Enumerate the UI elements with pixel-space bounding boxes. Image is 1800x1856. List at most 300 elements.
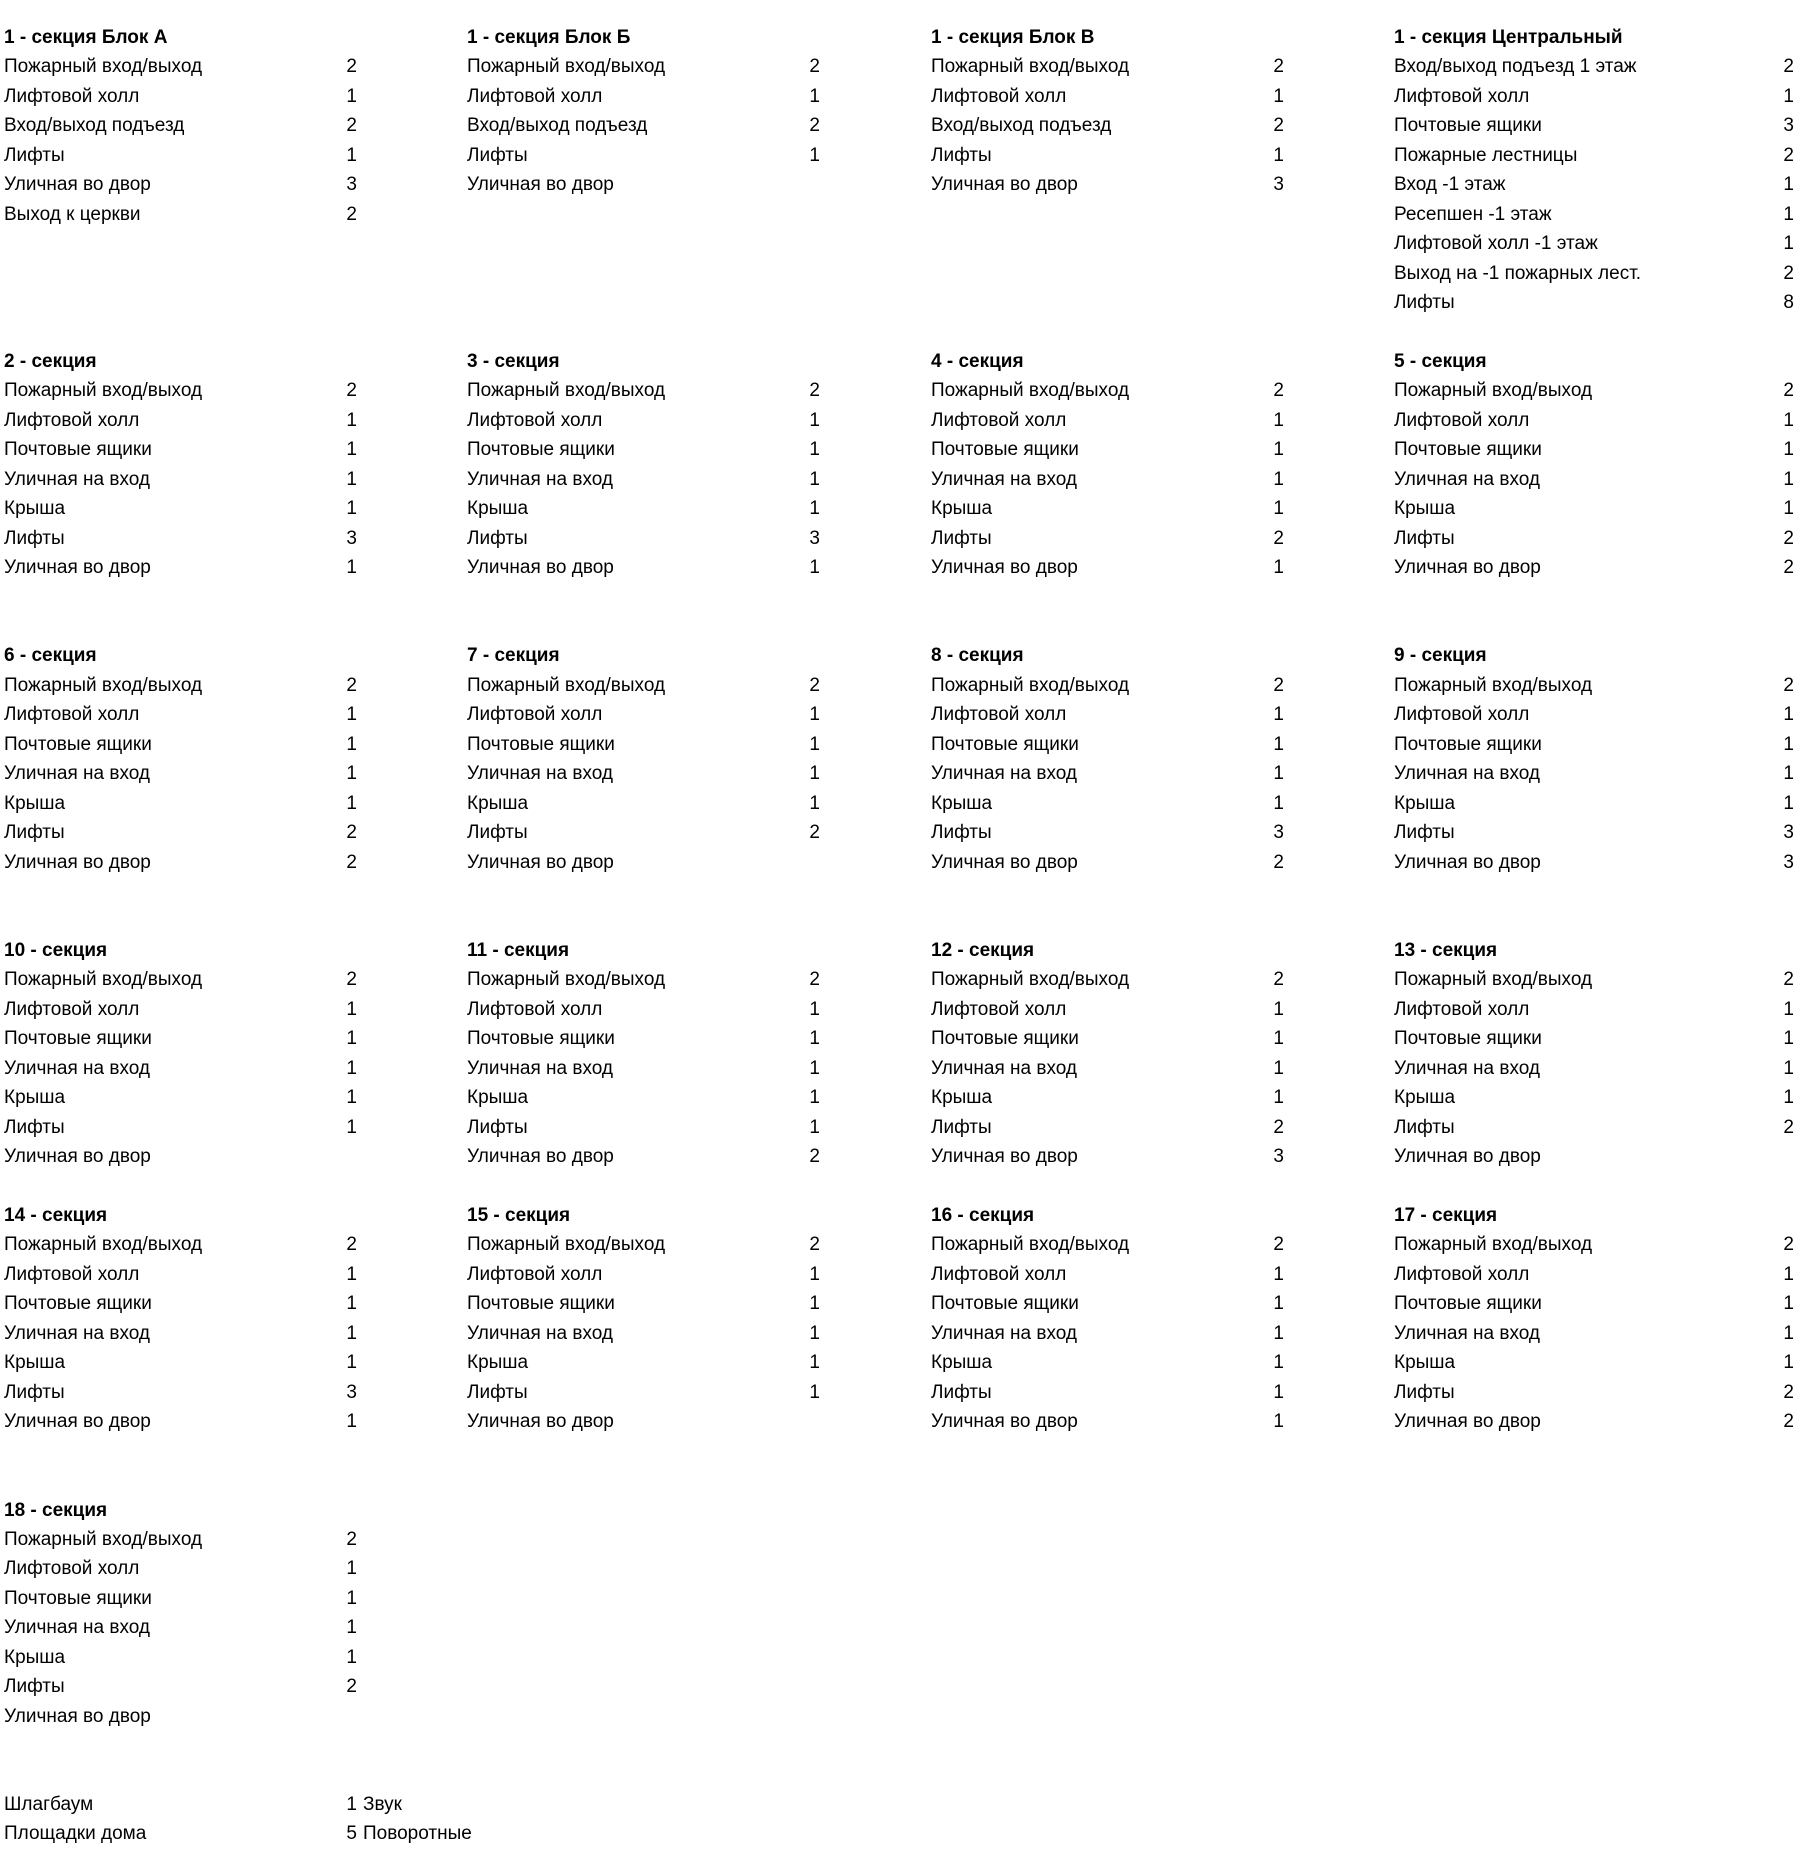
item-value: 2 [346,1234,357,1256]
item-label: Почтовые ящики [4,733,152,755]
item-label: Выход к церкви [4,203,141,225]
section-title: 15 - секция [467,1205,571,1226]
item-label: Лифтовой холл [4,1558,140,1580]
item-value: 2 [346,1676,357,1698]
item-value: 1 [1273,1352,1284,1374]
item-value: 2 [1783,56,1794,78]
item-value: 3 [346,174,357,196]
item-value: 2 [1273,380,1284,402]
item-label: Уличная во двор [931,174,1078,196]
item-label: Пожарный вход/выход [4,1528,203,1550]
item-value: 2 [1783,1116,1794,1138]
item-value: 3 [1273,1146,1284,1168]
item-label: Пожарный вход/выход [467,56,666,78]
item-value: 1 [346,1352,357,1374]
item-value: 1 [1273,733,1284,755]
section-title: 1 - секция Центральный [1394,27,1623,48]
item-label: Пожарный вход/выход [467,674,666,696]
item-value: 2 [346,822,357,844]
item-value: 1 [809,439,820,461]
item-value: 1 [1273,1322,1284,1344]
item-value: 2 [809,56,820,78]
item-value: 2 [809,115,820,137]
item-label: Уличная во двор [1394,557,1541,579]
item-value: 1 [809,704,820,726]
item-value: 2 [1783,144,1794,166]
item-label: Пожарные лестницы [1394,144,1578,166]
item-value: 1 [1783,174,1794,196]
item-value: 1 [346,1587,357,1609]
item-label: Уличная на вход [931,1057,1077,1079]
item-value: 1 [1783,1057,1794,1079]
item-value: 2 [809,1234,820,1256]
item-label: Лифты [4,527,65,549]
item-label: Пожарный вход/выход [931,380,1130,402]
item-value: 1 [346,439,357,461]
item-value: 3 [1783,822,1794,844]
item-label: Вход/выход подъезд [931,115,1112,137]
section-title: 9 - секция [1394,645,1487,667]
item-value: 2 [1783,380,1794,402]
item-value: 1 [346,704,357,726]
item-value: 1 [1783,1263,1794,1285]
item-value: 1 [1273,763,1284,785]
item-label: Уличная во двор [4,851,151,873]
item-label: Лифты [467,144,528,166]
item-value: 1 [346,557,357,579]
item-value: 1 [1783,1352,1794,1374]
item-label: Лифтовой холл [1394,998,1530,1020]
item-value: 1 [809,763,820,785]
item-value: 2 [1783,674,1794,696]
item-value: 1 [346,85,357,107]
item-label: Лифтовой холл [1394,1263,1530,1285]
item-value: 1 [1783,1322,1794,1344]
item-value: 1 [1273,498,1284,520]
item-label: Пожарный вход/выход [1394,674,1593,696]
item-label: Пожарный вход/выход [4,380,203,402]
item-value: 1 [346,1558,357,1580]
item-value: 2 [1783,557,1794,579]
item-value: 1 [1273,1411,1284,1433]
item-value: 1 [346,1057,357,1079]
section-title: 10 - секция [4,939,108,961]
item-label: Крыша [931,1352,993,1374]
item-label: Уличная во двор [1394,1146,1541,1168]
item-value: 1 [346,1617,357,1639]
item-label: Уличная на вход [467,468,613,490]
item-value: 1 [809,1116,820,1138]
item-label: Лифтовой холл [1394,704,1530,726]
item-label: Крыша [4,1646,66,1668]
item-label: Пожарный вход/выход [1394,380,1593,402]
item-label: Лифты [1394,822,1455,844]
item-value: 1 [346,1263,357,1285]
item-label: Лифтовой холл [1394,409,1530,431]
item-value: 1 [346,1322,357,1344]
item-label: Пожарный вход/выход [4,674,203,696]
item-label: Лифты [931,1381,992,1403]
item-value: 1 [809,1057,820,1079]
item-label: Лифты [467,1381,528,1403]
section-title: 5 - секция [1394,350,1487,372]
item-value [337,1142,357,1171]
item-value [337,1702,357,1731]
item-label: Крыша [4,1352,66,1374]
item-value: 1 [1273,1087,1284,1109]
item-label: Почтовые ящики [931,439,1079,461]
item-label: Почтовые ящики [467,1028,615,1050]
item-label: Лифты [931,1116,992,1138]
item-label: Почтовые ящики [931,733,1079,755]
item-value: 1 [809,792,820,814]
extra-label: Шлагбаум [4,1794,94,1815]
item-label: Лифтовой холл [4,1263,140,1285]
item-label: Уличная во двор [4,1146,151,1168]
extra-note: Звук [363,1794,402,1815]
item-value: 1 [346,733,357,755]
item-value: 1 [346,1116,357,1138]
item-label: Пожарный вход/выход [931,674,1130,696]
item-label: Ресепшен -1 этаж [1394,203,1552,225]
item-label: Лифтовой холл [4,704,140,726]
item-label: Уличная во двор [4,1411,151,1433]
item-label: Уличная на вход [467,1057,613,1079]
item-value: 2 [809,674,820,696]
item-value: 2 [1273,56,1284,78]
item-value: 1 [1273,792,1284,814]
item-label: Пожарный вход/выход [1394,969,1593,991]
item-label: Крыша [4,498,66,520]
item-label: Уличная на вход [4,1322,150,1344]
item-label: Уличная на вход [467,763,613,785]
item-value: 2 [1273,527,1284,549]
section-title: 7 - секция [467,645,560,667]
item-label: Лифты [931,144,992,166]
item-value: 1 [1783,85,1794,107]
item-label: Лифтовой холл [467,85,603,107]
item-value: 1 [1783,704,1794,726]
item-value: 2 [346,1528,357,1550]
item-label: Лифты [931,527,992,549]
item-value: 1 [346,1293,357,1315]
item-value: 1 [346,498,357,520]
item-label: Лифты [1394,527,1455,549]
item-value: 2 [346,851,357,873]
item-label: Уличная на вход [1394,1322,1540,1344]
item-label: Почтовые ящики [1394,1028,1542,1050]
item-label: Лифты [1394,1116,1455,1138]
item-label: Почтовые ящики [467,733,615,755]
item-value: 2 [346,115,357,137]
item-value: 3 [346,527,357,549]
item-value: 1 [1273,1028,1284,1050]
item-value: 1 [346,1087,357,1109]
item-label: Крыша [931,498,993,520]
item-label: Уличная во двор [467,557,614,579]
item-label: Уличная во двор [467,851,614,873]
item-label: Уличная во двор [931,851,1078,873]
item-value: 1 [1273,1057,1284,1079]
item-label: Крыша [4,792,66,814]
item-value: 1 [1273,1293,1284,1315]
item-value: 1 [346,409,357,431]
item-label: Уличная во двор [931,557,1078,579]
section-title: 18 - секция [4,1499,108,1521]
extra-value: 1 [346,1794,357,1815]
item-value: 1 [1783,998,1794,1020]
item-value: 2 [1783,527,1794,549]
item-label: Уличная на вход [1394,468,1540,490]
item-label: Почтовые ящики [4,1293,152,1315]
item-label: Пожарный вход/выход [4,56,203,78]
item-value: 2 [1783,262,1794,284]
item-value: 2 [1273,674,1284,696]
item-value: 2 [1273,1116,1284,1138]
item-label: Крыша [467,1087,529,1109]
section-title: 17 - секция [1394,1205,1498,1226]
item-label: Пожарный вход/выход [4,1234,203,1256]
item-value: 1 [809,1087,820,1109]
item-label: Лифтовой холл [931,704,1067,726]
item-label: Вход/выход подъезд [4,115,185,137]
item-value: 1 [1273,557,1284,579]
item-value: 1 [809,468,820,490]
item-value: 1 [1783,1293,1794,1315]
item-label: Лифтовой холл [931,998,1067,1020]
item-value: 1 [346,792,357,814]
item-label: Почтовые ящики [1394,733,1542,755]
item-label: Крыша [1394,1352,1456,1374]
item-value: 1 [1783,733,1794,755]
item-value: 1 [809,1263,820,1285]
section-title: 8 - секция [931,645,1024,667]
item-label: Уличная на вход [1394,763,1540,785]
item-label: Крыша [467,792,529,814]
item-label: Уличная на вход [931,468,1077,490]
item-value: 1 [1783,498,1794,520]
item-label: Уличная во двор [931,1411,1078,1433]
item-value: 3 [346,1381,357,1403]
item-value: 3 [1273,822,1284,844]
item-value: 1 [1783,1028,1794,1050]
item-label: Уличная во двор [467,1411,614,1433]
section-title: 1 - секция Блок В [931,27,1095,48]
item-label: Пожарный вход/выход [1394,1234,1593,1256]
item-value: 1 [809,998,820,1020]
item-value: 1 [1273,1381,1284,1403]
section-title: 12 - секция [931,939,1035,961]
item-label: Почтовые ящики [1394,115,1542,137]
item-value: 1 [809,1322,820,1344]
item-value: 1 [1273,468,1284,490]
item-value: 2 [346,969,357,991]
item-label: Пожарный вход/выход [4,969,203,991]
item-value: 1 [809,1028,820,1050]
item-label: Уличная во двор [931,1146,1078,1168]
section-title: 1 - секция Блок Б [467,27,631,48]
extra-value: 5 [346,1823,357,1845]
item-value: 1 [809,733,820,755]
item-label: Лифтовой холл [467,704,603,726]
item-label: Уличная на вход [4,468,150,490]
item-label: Крыша [4,1087,66,1109]
item-value: 8 [1783,292,1794,314]
item-label: Пожарный вход/выход [467,380,666,402]
item-value: 1 [1783,763,1794,785]
item-label: Пожарный вход/выход [931,56,1130,78]
item-value: 1 [1273,439,1284,461]
item-label: Лифтовой холл [467,998,603,1020]
item-label: Уличная на вход [931,1322,1077,1344]
item-value: 2 [1783,1234,1794,1256]
item-label: Лифты [4,1116,65,1138]
section-title: 2 - секция [4,350,97,372]
item-label: Лифты [4,822,65,844]
section-title: 6 - секция [4,645,97,667]
item-value: 2 [1783,1381,1794,1403]
item-value: 3 [1273,174,1284,196]
item-label: Уличная во двор [467,1146,614,1168]
item-value: 1 [809,557,820,579]
item-label: Почтовые ящики [1394,1293,1542,1315]
item-label: Лифты [4,1381,65,1403]
item-label: Лифтовой холл [467,1263,603,1285]
item-label: Лифты [4,1676,65,1698]
item-label: Вход/выход подъезд 1 этаж [1394,56,1637,78]
item-label: Уличная во двор [467,174,614,196]
extra-label: Площадки дома [4,1823,147,1845]
item-value: 2 [809,380,820,402]
item-value: 1 [346,1028,357,1050]
item-value: 2 [346,203,357,225]
item-value: 3 [809,527,820,549]
item-label: Почтовые ящики [4,1028,152,1050]
item-value [800,1407,820,1436]
item-label: Уличная на вход [4,763,150,785]
item-label: Почтовые ящики [1394,439,1542,461]
item-label: Лифтовой холл [4,409,140,431]
item-label: Лифтовой холл [4,85,140,107]
item-value: 1 [809,144,820,166]
item-label: Крыша [931,792,993,814]
item-value: 1 [1783,409,1794,431]
item-value: 1 [346,763,357,785]
section-title: 13 - секция [1394,939,1498,961]
item-value: 1 [809,498,820,520]
item-value: 2 [1783,1411,1794,1433]
item-value [1774,1142,1794,1171]
item-label: Уличная во двор [4,557,151,579]
section-title: 11 - секция [467,939,570,961]
item-label: Вход -1 этаж [1394,174,1506,196]
item-label: Почтовые ящики [931,1293,1079,1315]
item-value: 2 [1273,969,1284,991]
item-label: Лифтовой холл [931,1263,1067,1285]
item-label: Крыша [1394,792,1456,814]
item-label: Крыша [467,498,529,520]
item-value: 3 [1783,851,1794,873]
section-title: 16 - секция [931,1205,1035,1226]
item-label: Лифтовой холл [931,409,1067,431]
item-value: 1 [1783,792,1794,814]
item-label: Лифтовой холл [931,85,1067,107]
item-label: Лифтовой холл [467,409,603,431]
item-value: 2 [1783,969,1794,991]
item-label: Уличная во двор [4,1705,151,1727]
section-title: 14 - секция [4,1205,108,1226]
item-label: Пожарный вход/выход [931,969,1130,991]
item-value: 1 [346,1411,357,1433]
item-value: 1 [1783,1087,1794,1109]
item-label: Почтовые ящики [467,439,615,461]
item-value [800,848,820,877]
section-title: 4 - секция [931,350,1024,372]
item-value: 1 [346,144,357,166]
item-value: 2 [809,822,820,844]
item-value: 3 [1783,115,1794,137]
item-value [800,170,820,199]
item-value: 2 [809,969,820,991]
item-value: 1 [809,1381,820,1403]
item-value: 1 [1273,1263,1284,1285]
item-value: 2 [346,56,357,78]
item-label: Лифты [1394,1381,1455,1403]
item-value: 2 [346,674,357,696]
item-label: Крыша [1394,1087,1456,1109]
item-label: Крыша [1394,498,1456,520]
item-label: Крыша [467,1352,529,1374]
item-value: 2 [1273,851,1284,873]
section-title: 3 - секция [467,350,560,372]
item-value: 1 [809,1293,820,1315]
item-label: Лифты [467,527,528,549]
item-label: Лифты [931,822,992,844]
item-value: 1 [1273,998,1284,1020]
item-value: 1 [346,1646,357,1668]
item-value: 1 [1783,468,1794,490]
item-label: Лифты [4,144,65,166]
item-label: Лифты [1394,292,1455,314]
item-label: Уличная на вход [467,1322,613,1344]
item-value: 1 [1273,409,1284,431]
item-value: 1 [1273,85,1284,107]
item-value: 1 [1783,439,1794,461]
item-value: 2 [809,1146,820,1168]
item-label: Выход на -1 пожарных лест. [1394,262,1642,284]
item-label: Уличная на вход [931,763,1077,785]
extra-note: Поворотные [363,1823,472,1845]
section-title: 1 - секция Блок А [4,27,168,48]
item-value: 2 [1273,115,1284,137]
item-label: Лифты [467,822,528,844]
item-value: 1 [1783,203,1794,225]
item-value: 1 [809,409,820,431]
item-value: 1 [1273,704,1284,726]
item-label: Лифтовой холл [1394,85,1530,107]
item-label: Лифты [467,1116,528,1138]
item-value: 2 [346,380,357,402]
item-label: Лифтовой холл -1 этаж [1394,233,1598,255]
item-value: 1 [809,85,820,107]
item-label: Пожарный вход/выход [467,1234,666,1256]
item-label: Крыша [931,1087,993,1109]
item-label: Почтовые ящики [4,439,152,461]
item-value: 1 [346,998,357,1020]
item-label: Уличная на вход [4,1617,150,1639]
item-label: Уличная во двор [1394,851,1541,873]
item-label: Почтовые ящики [4,1587,152,1609]
